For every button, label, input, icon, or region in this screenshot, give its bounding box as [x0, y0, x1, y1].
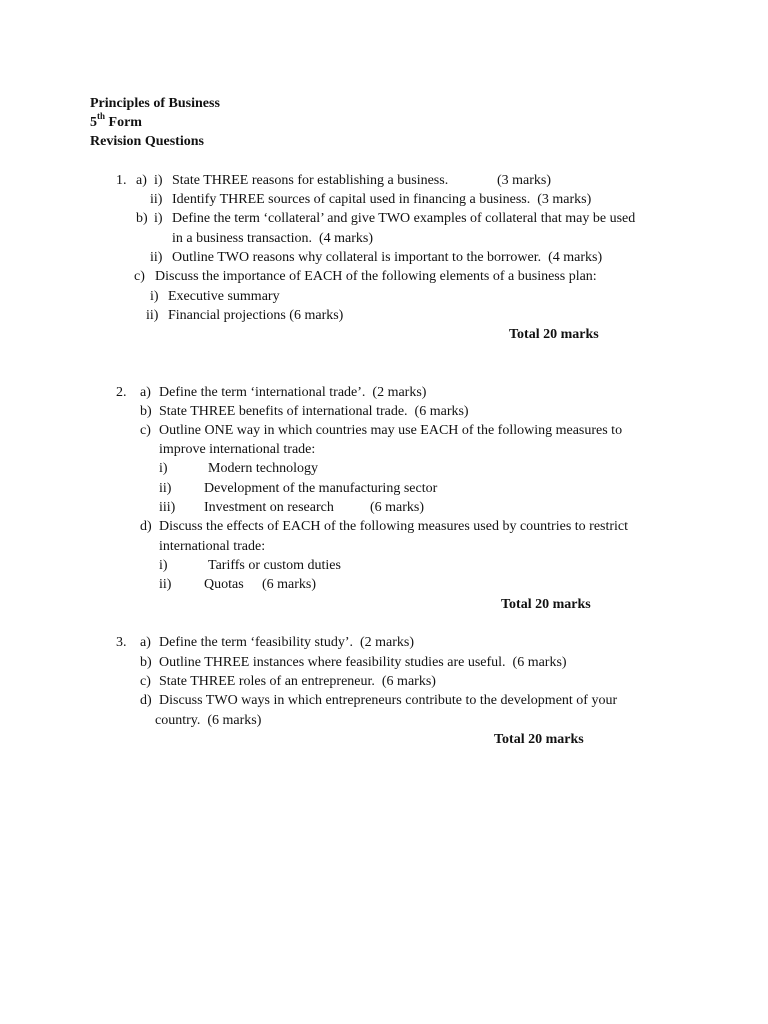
question-text: Define the term ‘feasibility study’. (2 marks) [159, 635, 415, 650]
subpart-label: i) [154, 173, 163, 188]
question-text: State THREE benefits of international trade. (6 marks) [159, 404, 469, 419]
question-number: 3. [116, 635, 127, 650]
question-text: Discuss TWO ways in which entrepreneurs contribute to the development of your [159, 693, 618, 708]
part-label: d) [140, 519, 152, 534]
question-text: Modern technology [208, 461, 319, 476]
question-total: Total 20 marks [509, 327, 599, 342]
form-level [90, 113, 142, 132]
part-label: a) [136, 173, 147, 188]
question-text-continued: country. (6 marks) [155, 713, 262, 728]
question-text: Quotas [204, 577, 244, 592]
part-label: a) [140, 635, 151, 650]
form-word: Form [105, 115, 142, 130]
form-number: 5 [90, 115, 97, 130]
subpart-label: iii) [159, 500, 176, 515]
part-label: a) [140, 385, 151, 400]
question-text: Outline ONE way in which countries may use EACH of the following measures to [159, 423, 623, 438]
document-heading: Revision Questions [90, 134, 204, 149]
question-text: Outline THREE instances where feasibility studies are useful. (6 marks) [159, 655, 567, 670]
question-text: Discuss the effects of EACH of the following measures used by countries to restrict [159, 519, 629, 534]
part-label: b) [140, 404, 152, 419]
part-label: b) [136, 211, 148, 226]
marks-label: (6 marks) [370, 500, 425, 515]
question-text: State THREE roles of an entrepreneur. (6 marks) [159, 674, 436, 689]
question-number: 1. [116, 173, 127, 188]
subpart-label: i) [159, 461, 168, 476]
question-text: Outline TWO reasons why collateral is important to the borrower. (4 marks) [172, 250, 603, 265]
part-label: c) [140, 423, 151, 438]
question-text: Identify THREE sources of capital used in financing a business. (3 marks) [172, 192, 592, 207]
question-text: Define the term ‘international trade’. (2 marks) [159, 385, 427, 400]
question-text: Tariffs or custom duties [208, 558, 341, 573]
question-text: Investment on research [204, 500, 334, 515]
subpart-label: ii) [146, 308, 159, 323]
question-total: Total 20 marks [494, 732, 584, 747]
question-number: 2. [116, 385, 127, 400]
question-text: Discuss the importance of EACH of the following elements of a business plan: [155, 269, 597, 284]
marks-label: (3 marks) [497, 173, 552, 188]
question-text: State THREE reasons for establishing a business. [172, 173, 449, 188]
subpart-label: ii) [159, 577, 172, 592]
question-text: Financial projections (6 marks) [168, 308, 344, 323]
part-label: b) [140, 655, 152, 670]
subpart-label: i) [150, 289, 159, 304]
subpart-label: ii) [150, 192, 163, 207]
marks-label: (6 marks) [262, 577, 317, 592]
subpart-label: i) [154, 211, 163, 226]
part-label: c) [140, 674, 151, 689]
question-text: Define the term ‘collateral’ and give TWO examples of collateral that may be used [172, 211, 636, 226]
form-suffix: th [97, 111, 106, 122]
question-text: Development of the manufacturing sector [204, 481, 438, 496]
subpart-label: i) [159, 558, 168, 573]
question-text: Executive summary [168, 289, 280, 304]
document-subject: Principles of Business [90, 96, 220, 111]
part-label: c) [134, 269, 145, 284]
part-label: d) [140, 693, 152, 708]
question-text-continued: international trade: [159, 539, 266, 554]
question-text-continued: in a business transaction. (4 marks) [172, 231, 374, 246]
question-total: Total 20 marks [501, 597, 591, 612]
question-text-continued: improve international trade: [159, 442, 316, 457]
subpart-label: ii) [159, 481, 172, 496]
subpart-label: ii) [150, 250, 163, 265]
